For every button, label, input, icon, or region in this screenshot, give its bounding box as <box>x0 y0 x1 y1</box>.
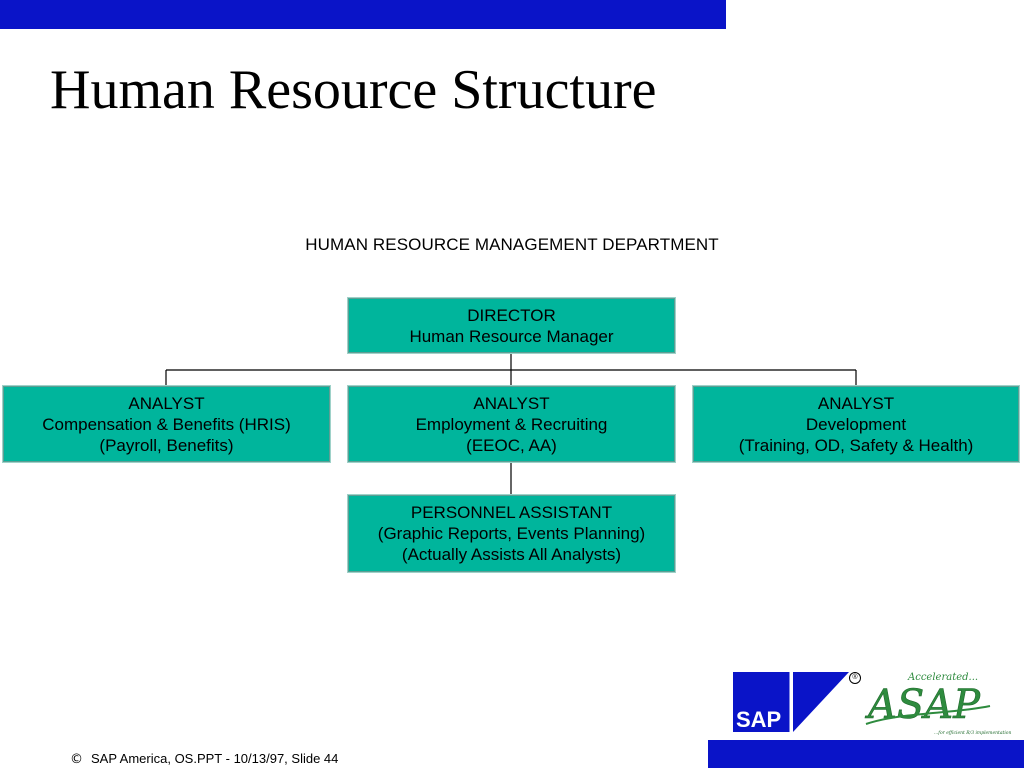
analyst-title: ANALYST <box>817 393 895 413</box>
director-title: DIRECTOR <box>467 305 556 325</box>
analyst-area: Employment & Recruiting <box>415 414 608 434</box>
asap-tagline: Accelerated... <box>908 672 979 683</box>
org-box-analyst-compensation <box>3 386 330 462</box>
registered-mark: ® <box>849 672 861 684</box>
analyst-detail: (Payroll, Benefits) <box>99 435 234 455</box>
sap-logo <box>733 672 859 732</box>
analyst-detail: (Training, OD, Safety & Health) <box>738 435 974 455</box>
analyst-detail: (EEOC, AA) <box>466 435 557 455</box>
footer-text: SAP America, OS.PPT - 10/13/97, Slide 44 <box>91 751 339 766</box>
sap-logo-text: SAP <box>736 707 782 732</box>
slide-title: Human Resource Structure <box>50 59 657 121</box>
analyst-area: Compensation & Benefits (HRIS) <box>42 414 291 434</box>
analyst-title: ANALYST <box>128 393 205 413</box>
analyst-title: ANALYST <box>473 393 550 413</box>
org-box-analyst-development <box>693 386 1019 462</box>
assistant-title: PERSONNEL ASSISTANT <box>410 503 613 522</box>
assistant-duties: (Graphic Reports, Events Planning) <box>377 524 646 543</box>
bottom-logo-band <box>708 740 1024 768</box>
asap-subline: ...for efficient R/3 implementation <box>934 731 1012 736</box>
copyright-icon: © <box>70 752 83 767</box>
assistant-note: (Actually Assists All Analysts) <box>401 545 622 564</box>
org-box-director <box>348 298 675 353</box>
director-role: Human Resource Manager <box>409 326 614 346</box>
org-box-analyst-employment <box>348 386 675 462</box>
asap-logo <box>862 668 1012 738</box>
org-box-personnel-assistant <box>348 495 675 572</box>
analyst-area: Development <box>805 414 907 434</box>
slide-footer <box>70 751 338 768</box>
top-accent-bar <box>0 0 726 29</box>
department-heading: HUMAN RESOURCE MANAGEMENT DEPARTMENT <box>305 235 719 254</box>
asap-wordmark: ASAP <box>868 682 981 728</box>
